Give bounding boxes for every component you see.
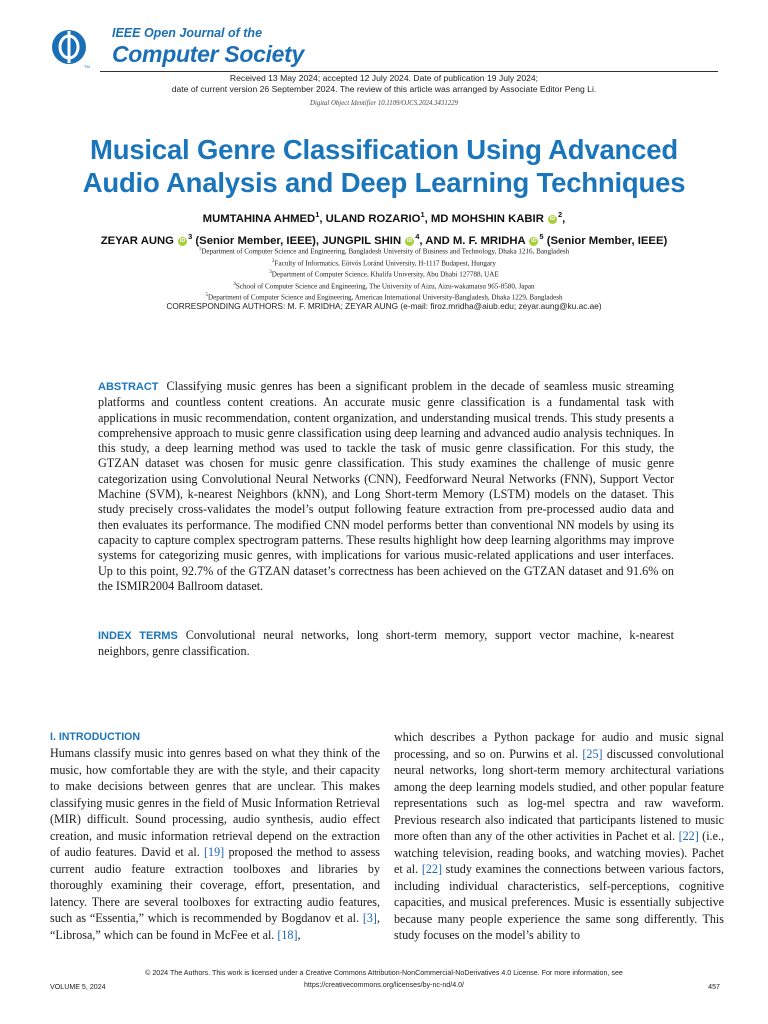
affil-text: School of Computer Science and Engineering, The University of Aizu, Aizu-wakamatsu 965-8580, Japan: [235, 282, 535, 291]
orcid-icon[interactable]: iD: [549, 215, 556, 222]
affiliations: [30, 245, 738, 303]
affiliation-item: [30, 257, 738, 269]
author-name: , ULAND ROZARIO: [319, 212, 421, 225]
abstract-label: ABSTRACT: [98, 381, 159, 393]
title-line2: Audio Analysis and Deep Learning Techniques: [82, 167, 686, 198]
affil-ref: 1: [420, 210, 425, 219]
ieee-cs-logo-icon: [50, 27, 90, 69]
citation-link[interactable]: [25]: [582, 746, 603, 761]
author-name: ZEYAR AUNG: [100, 234, 174, 247]
body-text: proposed the method to assess current audio feature extraction toolboxes and libraries by thoroughly examining their coverage, effort, presentation, and latency. There are several toolboxes for extracting audio features, such as “Essentia,” which is recommended by Bogdanov et al.: [50, 845, 380, 925]
affiliation-item: [30, 280, 738, 292]
affil-text: Department of Computer Science, Khalifa University, Abu Dhabi 127788, UAE: [271, 270, 499, 279]
journal-name-line1: IEEE Open Journal of the: [112, 26, 263, 40]
body-text: study examines the connections between various factors, including individual characteristics, self-perceptions, cognitive capacities, and musical preferences. Music is essentially subjective because many people experience the same song differently. This study focuses on the model’s ability to: [394, 862, 724, 942]
affil-num: 4: [233, 281, 236, 287]
citation-link[interactable]: [3]: [362, 911, 377, 925]
citation-link[interactable]: [19]: [204, 845, 225, 859]
affil-num: 5: [205, 293, 208, 299]
license-link[interactable]: https://creativecommons.org/licenses/by-nc-nd/4.0/: [303, 981, 465, 989]
received-info: [0, 73, 768, 95]
affil-ref: 2: [558, 210, 563, 219]
journal-logo: [50, 22, 768, 72]
received-line1: Received 13 May 2024; accepted 12 July 2024. Date of publication 19 July 2024;: [229, 73, 539, 83]
author-line1: [30, 206, 738, 228]
index-terms: [98, 628, 674, 660]
index-terms-label: INDEX TERMS: [98, 630, 178, 642]
citation-link[interactable]: [22]: [678, 829, 699, 843]
header-divider: [100, 71, 718, 72]
received-line2: date of current version 26 September 2024. The review of this article was arranged by Associate Editor Peng Li.: [171, 84, 597, 94]
index-terms-text: Convolutional neural networks, long short-term memory, support vector machine, k-nearest neighbors, genre classification.: [98, 628, 674, 659]
abstract-text: Classifying music genres has been a significant problem in the decade of seamless music streaming platforms and countless content creations. An accurate music genre classification is a fundamental task with applications in music recommendation, content organization, and understanding musical trends. This study presents a comprehensive approach to music genre classification using deep learning and advanced audio analysis techniques. In this study, a deep learning method was used to tackle the task of music genre classification. For this study, the GTZAN dataset was chosen for music genre classification. This study examines the challenge of music genre categorization using Convolutional Neural Networks (CNN), Feedforward Neural Networks (FNN), Support Vector Machine (SVM), k-nearest Neighbors (kNN), and Long Short-term Memory (LSTM) models on the dataset. This study precisely cross-validates the model’s output following feature extraction from pre-processed audio data and then evaluates its performance. The modified CNN model performs better than conventional NN models by using its capacity to capture complex spectrogram patterns. These results highlight how deep learning algorithms may improve systems for categorizing music genres, with implications for various music-related applications and user interfaces. Up to this point, 92.7% of the GTZAN dataset’s correctness has been achieved on the GTZAN dataset and 91.6% on the ISMIR2004 Ballroom dataset.: [98, 379, 674, 593]
author-name: (Senior Member, IEEE), JUNGPIL SHIN: [195, 234, 402, 247]
author-name: , MD MOHSHIN KABIR: [424, 212, 544, 225]
body-column-left: [50, 729, 380, 943]
author-separator: ,: [562, 212, 566, 225]
paper-title: [40, 133, 728, 199]
affil-num: 2: [272, 258, 275, 264]
author-name: (Senior Member, IEEE): [546, 234, 668, 247]
author-name: MUMTAHINA AHMED: [202, 212, 316, 225]
affil-ref: 3: [188, 231, 193, 241]
body-column-right: [394, 729, 724, 944]
affil-ref: 5: [539, 231, 544, 241]
citation-link[interactable]: [18]: [277, 927, 298, 942]
license-notice: [0, 967, 768, 991]
page-number: 457: [708, 983, 720, 991]
affil-text: Department of Computer Science and Engineering, Bangladesh University of Business and Technology, Dhaka 1216, Bangladesh: [201, 247, 570, 256]
citation-link[interactable]: [22]: [421, 862, 442, 876]
title-line1: Musical Genre Classification Using Advanced: [90, 134, 678, 165]
affil-text: Faculty of Informatics, Eötvös Loránd University, H-1117 Budapest, Hungary: [274, 258, 496, 267]
body-text: discussed convolutional neural networks, long short-term memory architectural variations among the deep learning models studied, and other popular feature representations such as log-mel spectra and raw waveform. Previous research also indicated that participants listened to music more often than any of the other activities in Pachet et al.: [394, 746, 725, 843]
orcid-icon[interactable]: iD: [531, 237, 537, 244]
body-text: ,: [297, 927, 301, 942]
affil-ref: 1: [315, 210, 320, 219]
journal-name-line2: Computer Society: [112, 41, 305, 67]
section-heading: I. INTRODUCTION: [50, 731, 141, 743]
volume-info: VOLUME 5, 2024: [50, 983, 106, 991]
author-name: , AND M. F. MRIDHA: [419, 234, 526, 247]
affil-num: 3: [269, 270, 272, 276]
body-text: which describes a Python package for audio and music signal processing, and so on. Purwins et al.: [394, 730, 724, 761]
abstract: [98, 379, 674, 594]
body-text: Humans classify music into genres based on what they think of the music, how comfortable they are with the style, and their capacity to make decisions between genres that are unclear. This makes classifying music genres in the field of Music Information Retrieval (MIR) difficult. Sound processing, audio synthesis, audio effect creation, and music information retrieval depend on the extraction of audio features. David et al.: [50, 746, 380, 859]
affil-num: 1: [198, 247, 202, 252]
orcid-icon[interactable]: iD: [407, 237, 413, 244]
doi: Digital Object Identifier 10.1109/OJCS.2024.3431229: [310, 100, 458, 107]
author-list: [30, 206, 738, 250]
orcid-icon[interactable]: iD: [179, 237, 186, 244]
affiliation-item: [30, 245, 738, 257]
body-text: (i.e., watching television, reading books, and watching movies). Pachet et al.: [394, 829, 724, 876]
affil-text: Department of Computer Science and Engineering, American International University-Bangladesh, Dhaka 1229, Bangladesh: [207, 293, 563, 302]
affil-ref: 4: [415, 231, 420, 241]
license-line1: © 2024 The Authors. This work is licensed under a Creative Commons Attribution-NonCommercial-NoDerivatives 4.0 License. For more information, see: [145, 969, 623, 977]
corresponding-authors: CORRESPONDING AUTHORS: M. F. MRIDHA; ZEYAR AUNG (e-mail: firoz.mridha@aiub.edu; zeyar.aung@ku.ac.ae): [166, 301, 602, 311]
body-text: , “Librosa,” which can be found in McFee et al.: [50, 911, 380, 942]
svg-text:TM: TM: [84, 64, 90, 69]
affiliation-item: [30, 268, 738, 280]
